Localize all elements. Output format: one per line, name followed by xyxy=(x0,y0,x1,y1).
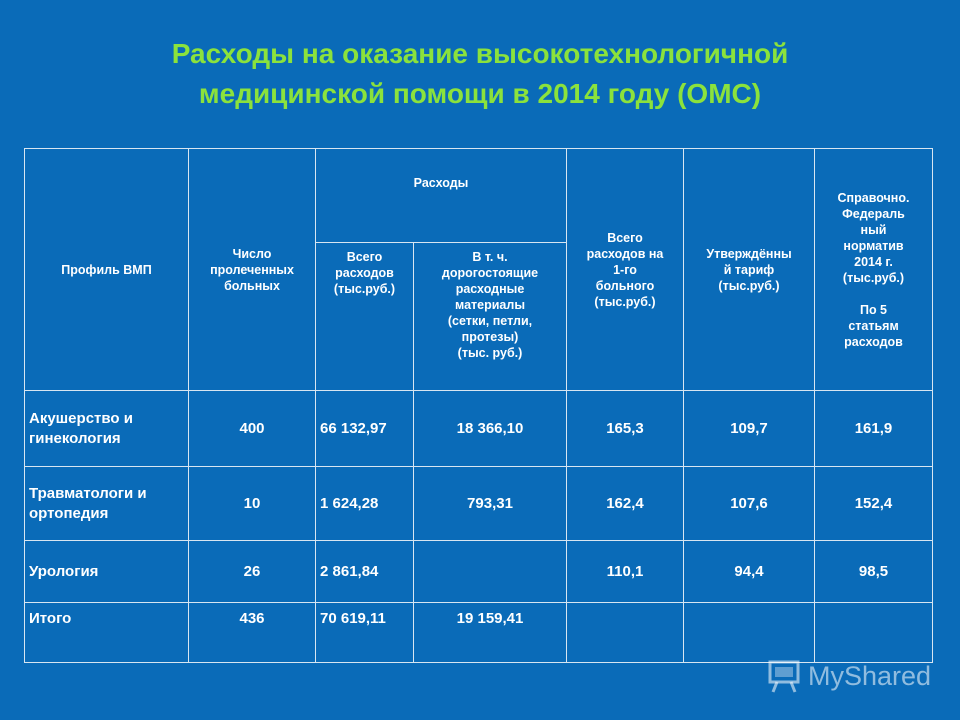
cell-per-patient: 162,4 xyxy=(567,467,684,541)
cell-profile: Урология xyxy=(25,541,189,603)
presentation-board-icon xyxy=(766,658,802,694)
cell-materials xyxy=(414,541,567,603)
slide-title-line-2: медицинской помощи в 2014 году (ОМС) xyxy=(198,78,762,109)
cell-reference: 98,5 xyxy=(815,541,933,603)
table-row xyxy=(25,603,933,663)
header-patients: Число пролеченных больных xyxy=(189,149,316,391)
header-line: расходов xyxy=(844,334,903,349)
cell-reference: 152,4 xyxy=(815,467,933,541)
header-line: (тыс.руб.) xyxy=(842,270,905,285)
header-line: дорогостоящие xyxy=(441,266,539,280)
cell-per-patient xyxy=(567,603,684,663)
cell-per-patient: 110,1 xyxy=(567,541,684,603)
cell-per-patient: 165,3 xyxy=(567,391,684,467)
cell-tariff: 107,6 xyxy=(684,467,815,541)
cell-total: 66 132,97 xyxy=(316,391,414,467)
header-reference xyxy=(815,149,933,391)
slide-title-line-1: Расходы на оказание высокотехнологичной xyxy=(171,38,789,69)
cell-profile: Травматологи и ортопедия xyxy=(25,467,189,541)
cell-patients: 436 xyxy=(189,603,316,663)
cell-reference: 161,9 xyxy=(815,391,933,467)
cell-total: 70 619,11 xyxy=(316,603,414,663)
header-spacer xyxy=(818,286,929,302)
header-total-expenses: Всего расходов (тыс.руб.) xyxy=(316,243,414,391)
header-line: статьям xyxy=(848,318,899,333)
header-expenses: Расходы xyxy=(316,149,567,243)
cell-patients: 26 xyxy=(189,541,316,603)
cell-total: 1 624,28 xyxy=(316,467,414,541)
header-line: Федераль xyxy=(842,206,905,221)
header-profile: Профиль ВМП xyxy=(25,149,189,391)
header-line: В т. ч. xyxy=(472,250,508,264)
header-line: (тыс.руб.) xyxy=(594,294,656,309)
cell-profile: Акушерство и гинекология xyxy=(25,391,189,467)
cell-reference xyxy=(815,603,933,663)
cell-profile: Итого xyxy=(25,603,189,663)
cell-materials: 19 159,41 xyxy=(414,603,567,663)
cell-tariff xyxy=(684,603,815,663)
header-line: (тыс.руб.) xyxy=(718,278,780,293)
cell-tariff: 94,4 xyxy=(684,541,815,603)
header-line: 2014 г. xyxy=(854,254,893,269)
cell-patients: 10 xyxy=(189,467,316,541)
table-row xyxy=(25,467,933,541)
header-line: материалы xyxy=(455,298,525,312)
header-line: Справочно. xyxy=(837,190,910,205)
cell-total: 2 861,84 xyxy=(316,541,414,603)
cell-patients: 400 xyxy=(189,391,316,467)
cell-materials: 793,31 xyxy=(414,467,567,541)
header-line: Всего xyxy=(607,230,643,245)
header-tariff xyxy=(684,149,815,391)
header-line: Утверждённы xyxy=(706,246,792,261)
header-line: й тариф xyxy=(723,262,775,277)
table-row xyxy=(25,541,933,603)
cell-materials: 18 366,10 xyxy=(414,391,567,467)
header-line: (сетки, петли, xyxy=(447,314,533,328)
header-line: ный xyxy=(860,222,887,237)
watermark xyxy=(766,656,931,696)
header-line: (тыс. руб.) xyxy=(457,346,523,360)
header-per-patient xyxy=(567,149,684,391)
header-materials xyxy=(414,243,567,391)
header-line: протезы) xyxy=(461,330,519,344)
slide-title xyxy=(60,34,900,114)
header-line: расходные xyxy=(455,282,525,296)
header-line: норматив xyxy=(843,238,904,253)
expenses-table xyxy=(24,148,933,663)
header-line: расходов на xyxy=(586,246,664,261)
cell-tariff: 109,7 xyxy=(684,391,815,467)
table-row xyxy=(25,391,933,467)
header-line: больного xyxy=(595,278,655,293)
header-line: 1-го xyxy=(613,262,637,277)
header-line: По 5 xyxy=(859,302,888,317)
watermark-text: MyShared xyxy=(808,660,932,691)
